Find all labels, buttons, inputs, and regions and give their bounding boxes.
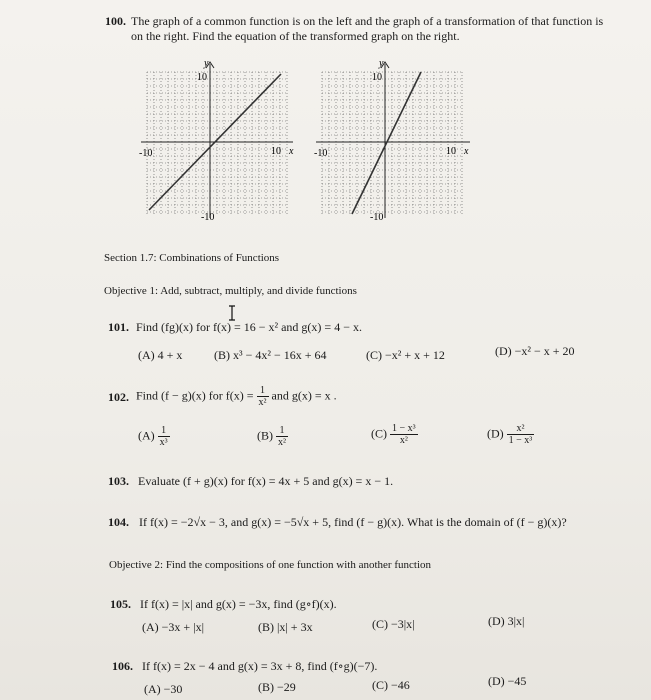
- graph-right-curve: [352, 72, 421, 214]
- graph-right-grid: [322, 72, 462, 214]
- problem-105-choice-a: (A) −3x + |x|: [142, 620, 204, 634]
- graph-left: [135, 58, 300, 220]
- problem-106-stem: If f(x) = 2x − 4 and g(x) = 3x + 8, find (f∘g)(−7).: [142, 659, 378, 673]
- graph-left-y-label: y: [204, 58, 209, 69]
- problem-106-choice-a: (A) −30: [144, 682, 183, 696]
- problem-102-d-fraction: [507, 423, 535, 446]
- problem-102-b-den: x²: [278, 437, 286, 448]
- problem-102-d-den: 1 − x³: [508, 435, 533, 446]
- problem-101-stem: Find (fg)(x) for f(x) = 16 − x² and g(x) = 4 − x.: [136, 320, 362, 334]
- problem-103-stem: Evaluate (f + g)(x) for f(x) = 4x + 5 and g(x) = x − 1.: [138, 474, 394, 488]
- problem-106-choice-d: (D) −45: [488, 674, 527, 688]
- problem-102-choice-b: [257, 425, 288, 448]
- problem-106-number: 106.: [112, 659, 133, 673]
- problem-102-number: 102.: [108, 390, 129, 404]
- problem-105-choice-b: (B) |x| + 3x: [258, 620, 313, 634]
- problem-102-stem-fraction: [257, 385, 269, 408]
- text-cursor-icon: [227, 305, 237, 321]
- graph-right-x-right: 10: [446, 146, 456, 157]
- graph-left-x-label: x: [289, 146, 294, 157]
- problem-102-d-label: (D): [487, 426, 504, 441]
- problem-102-stem-post: and g(x) = x .: [271, 388, 337, 403]
- problem-105-number: 105.: [110, 597, 131, 611]
- graph-right-y-bottom: -10: [370, 212, 384, 220]
- problem-102-choice-d: [487, 423, 534, 446]
- graph-left-y-bottom: -10: [201, 212, 215, 220]
- graph-right: [308, 58, 483, 220]
- graph-right-x-label: x: [464, 146, 469, 157]
- graph-right-x-left: -10: [314, 148, 328, 159]
- problem-100-line2: on the right. Find the equation of the transformed graph on the right.: [131, 29, 460, 43]
- problem-102-c-label: (C): [371, 426, 387, 441]
- graph-left-x-right: 10: [271, 146, 281, 157]
- problem-106-choice-b: (B) −29: [258, 680, 296, 694]
- graph-right-y-top: 10: [372, 72, 382, 83]
- problem-101-choice-a: (A) 4 + x: [138, 348, 183, 362]
- problem-102-stem: [136, 385, 337, 408]
- problem-105-choice-d: (D) 3|x|: [488, 614, 525, 628]
- problem-105-choice-c: (C) −3|x|: [372, 617, 415, 631]
- problem-101-choice-d: (D) −x² − x + 20: [495, 344, 575, 358]
- problem-102-c-fraction: [390, 423, 418, 446]
- problem-101-choice-b: (B) x³ − 4x² − 16x + 64: [214, 348, 327, 362]
- problem-102-a-fraction: [158, 425, 170, 448]
- objective-1-heading: Objective 1: Add, subtract, multiply, and divide functions: [104, 285, 357, 297]
- problem-106-choice-c: (C) −46: [372, 678, 410, 692]
- problem-101-choice-c: (C) −x² + x + 12: [366, 348, 445, 362]
- problem-104-number: 104.: [108, 515, 129, 529]
- problem-100-number: 100.: [105, 14, 126, 28]
- problem-102-b-label: (B): [257, 428, 273, 443]
- problem-102-stem-pre: Find (f − g)(x) for f(x) =: [136, 388, 254, 403]
- problem-102-choice-c: [371, 423, 418, 446]
- section-heading: Section 1.7: Combinations of Functions: [104, 252, 280, 264]
- problem-100-line1: The graph of a common function is on the left and the graph of a transformation of that function is: [131, 14, 604, 28]
- problem-101-number: 101.: [108, 320, 129, 334]
- problem-102-choice-a: [138, 425, 170, 448]
- graph-left-x-left: -10: [139, 148, 153, 159]
- problem-102-stem-num: 1: [257, 385, 269, 397]
- graph-left-y-top: 10: [197, 72, 207, 83]
- objective-2-heading: Objective 2: Find the compositions of one function with another function: [109, 559, 431, 571]
- problem-105-stem: If f(x) = |x| and g(x) = −3x, find (g∘f)(x).: [140, 597, 337, 611]
- problem-103-number: 103.: [108, 474, 129, 488]
- problem-102-stem-den: x²: [258, 397, 267, 408]
- graph-right-y-label: y: [379, 58, 384, 69]
- problem-102-c-den: x²: [399, 435, 408, 446]
- problem-102-a-num: 1: [158, 425, 170, 437]
- problem-104-stem: If f(x) = −2√x − 3, and g(x) = −5√x + 5, find (f − g)(x). What is the domain of (f − g)(x)?: [139, 515, 567, 529]
- problem-102-b-num: 1: [276, 425, 288, 437]
- problem-102-a-label: (A): [138, 428, 155, 443]
- problem-102-b-fraction: [276, 425, 288, 448]
- problem-102-c-num: 1 − x³: [392, 423, 416, 434]
- graph-left-grid: [147, 72, 287, 214]
- problem-102-a-den: x³: [159, 437, 168, 448]
- problem-102-d-num: x²: [507, 423, 535, 435]
